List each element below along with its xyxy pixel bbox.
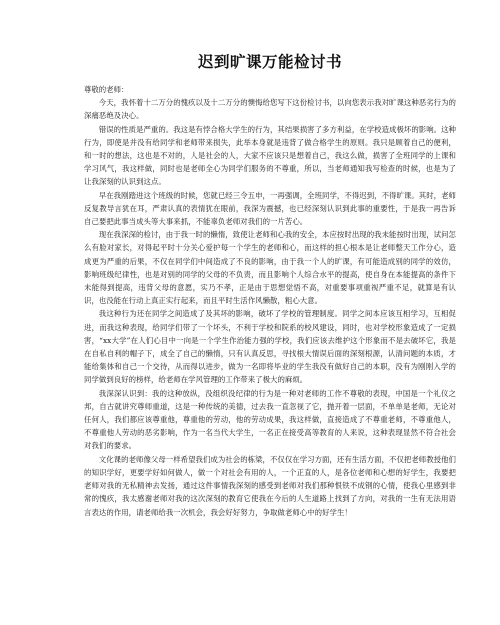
paragraph-2: 错误的性质是严重的。我这是有悖合格大学生的行为，其结果损害了多方利益，在学校造成极坏的影响。这种行为，即使是并没有给同学和老师带来损失，此举本身就是违背了做合格学生的原则。我只是顾着自己的便利，和一时的想法，这也是不对的，人是社会的人，大家不应该只是想着自己，我这么做，损害了全班同学的上课和学习风气，我这样做，同时也是老师全心为同学们服务的不尊重，所以，当老师通知我写检查的时候，也是为了让我深刻的认识到这点。 <box>84 124 456 187</box>
paragraph-6: 我深深认识到：我的这种放纵，没组织没纪律的行为是一种对老师的工作不尊敬的表现，中国是一个礼仪之邦，自古就讲究尊师重道，这是一种传统的美德，过去我一直忽视了它，抛开着一层面，不单单是老师，无论对任何人，我们都应该尊重他，尊重他的劳动，他的劳动成果，我这样做，直接造成了不尊重老师，不尊重他人，不尊重他人劳动的恶劣影响，作为一名当代大学生，一名正在接受高等教育的人来说，这种表现显然不符合社会对我们的要求。 <box>84 388 456 451</box>
document-title: 迟到旷课万能检讨书 <box>197 53 342 71</box>
paragraph-7: 文化课的老师像父母一样希望我们成为社会的栋梁，不仅仅在学习方面，还有生活方面，不仅把老师教授他们的知识学好，更要学好如何做人，做一个对社会有用的人，一个正直的人，是各位老师和心想的好学生，我要把老师对我的无私精神去发扬，通过这件事情我深刻的感受到老师对我们那种恨铁不成钢的心情，使我心里感到非常的愧疚，我太感谢老师对我的这次深刻的教育它使我在今后的人生道路上找到了方向，对我的一生有无法用语言表达的作用，请老师给我一次机会，我会好好努力，争取做老师心中的好学生！ <box>84 454 456 517</box>
paragraph-3: 早在我刚踏进这个班级的时候，您就已经三令五申，一再强调，全班同学，不得迟到，不得旷课。其时，老师反复教导言犹在耳，严肃认真的表情犹在眼前，我深为震撼，也已经深刻认识到此事的重要性，于是我一再告诉自己要把此事当成头等大事来抓，不能辜负老师对我们的一片苦心。 <box>84 190 456 227</box>
salutation: 尊敬的老师： <box>84 85 129 94</box>
paragraph-5: 我这种行为还在同学之间造成了及其坏的影响，破坏了学校的管理制度。同学之间本应该互相学习，互相促进，而我这种表现，给同学们带了一个坏头，不利于学校和院系的校风建设，同时，也对学校形象造成了一定损害，“xx大学”在人们心目中一向是一个学生作治能力强的学校，我们应该去维护这个形象而不是去破坏它，我是在自私自利的帽子下，成全了自己的懒惰，只有认真反思，寻找根大情误后面的深刻根源，认清问题的本质，才能给集体和自己一个交待，从而得以进步，做为一名即将毕业的学生我没有做好自己的本职，没有为刚刚入学的同学做到良好的榜样，给老师在学风管理的工作带来了极大的麻烦。 <box>84 309 456 385</box>
paragraph-1: 今天，我怀着十二万分的愧疚以及十二万分的懊悔给您写下这份检讨书，以向您表示我对旷课这种恶劣行为的深痛恶绝及决心。 <box>84 98 456 121</box>
paragraph-4: 现在我深深的检讨，由于我一时的懒惰，致使让老师和心我的安全，本应按时出现的我未能按时出现，试问怎么有脸对家长，对得起平时十分关心爱护每一个学生的老师和心，而这样的担心根本是让老师整天工作分心，造成更为严重的后果，不仅在同学们中间造成了不良的影响，由于我一个人的旷课，有可能造成别的同学的效仿，影响班级纪律性，也是对别的同学的父母的不负责，而且影响个人综合水平的提高，使自身在本能提高的条件下未能得到提高，违背父母的意愿，实乃不孝，正是由于思想觉悟不高，对重要事项重视严重不足，就算是有认识，也没能在行动上真正实行起来，而且平时生活作风懒散，粗心大意。 <box>84 230 456 306</box>
